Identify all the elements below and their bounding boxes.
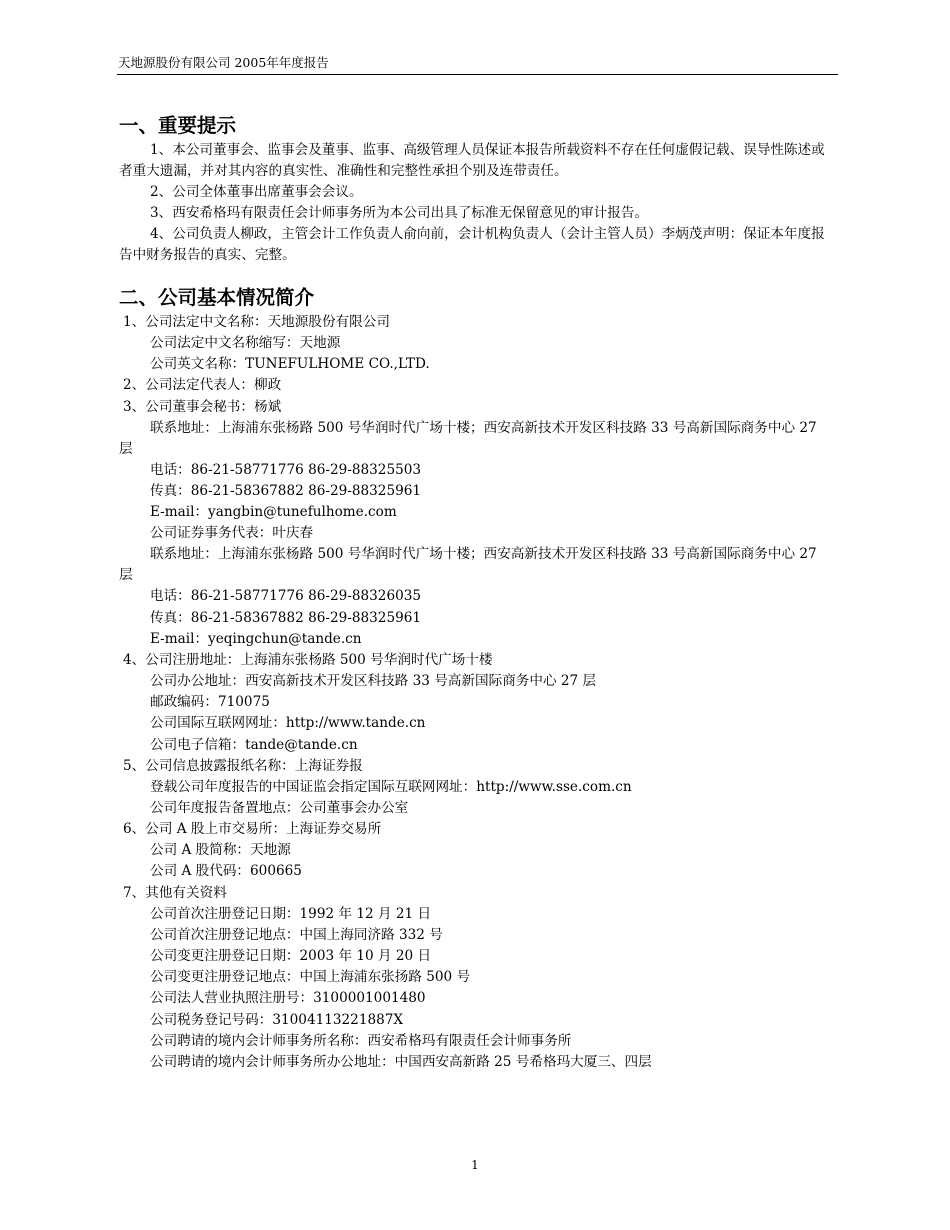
profile-subitem: 公司英文名称：TUNEFULHOME CO.,LTD. [150, 356, 430, 373]
profile-item: 7、其他有关资料 [123, 884, 227, 901]
profile-subitem: 公司 A 股代码：600665 [150, 863, 302, 880]
profile-item: 2、公司法定代表人：柳政 [123, 377, 282, 394]
profile-subitem: 公司国际互联网网址：http://www.tande.cn [150, 715, 426, 732]
profile-subitem: 公司办公地址：西安高新技术开发区科技路 33 号高新国际商务中心 27 层 [150, 673, 597, 690]
profile-subitem: 公司聘请的境内会计师事务所名称：西安希格玛有限责任会计师事务所 [150, 1032, 572, 1049]
profile-subitem: 公司证券事务代表：叶庆春 [150, 525, 314, 542]
section-title-important-notice: 一、重要提示 [119, 114, 237, 137]
section-gap [119, 266, 834, 284]
profile-subitem: 电话：86-21-58771776 86-29-88326035 [150, 588, 422, 605]
profile-item: 5、公司信息披露报纸名称：上海证券报 [123, 757, 363, 774]
profile-subitem: 公司聘请的境内会计师事务所办公地址：中国西安高新路 25 号希格玛大厦三、四层 [150, 1053, 652, 1070]
profile-subitem: E-mail：yangbin@tunefulhome.com [150, 504, 397, 521]
profile-subitem: 传真：86-21-58367882 86-29-88325961 [150, 482, 422, 499]
document-body [119, 112, 834, 1073]
profile-subitem: 联系地址：上海浦东张杨路 500 号华润时代广场十楼；西安高新技术开发区科技路 33 号高新国际商务中心 27 层 [119, 419, 817, 457]
profile-subitem: 公司变更注册登记地点：中国上海浦东张扬路 500 号 [150, 969, 471, 986]
page-number: 1 [471, 1158, 479, 1172]
profile-subitem: 公司电子信箱：tande@tande.cn [150, 736, 358, 753]
profile-subitem: 公司首次注册登记地点：中国上海同济路 332 号 [150, 926, 443, 943]
profile-item: 6、公司 A 股上市交易所：上海证券交易所 [123, 821, 382, 838]
profile-subitem: 登载公司年度报告的中国证监会指定国际互联网网址：http://www.sse.com.cn [150, 778, 632, 795]
profile-subitem: 公司法人营业执照注册号：3100001001480 [150, 990, 426, 1007]
profile-subitem: E-mail：yeqingchun@tande.cn [150, 630, 362, 647]
profile-subitem: 邮政编码：710075 [150, 694, 270, 711]
profile-item: 4、公司注册地址：上海浦东张杨路 500 号华润时代广场十楼 [123, 651, 493, 668]
section-title-company-profile: 二、公司基本情况简介 [119, 286, 315, 309]
company-profile-list [119, 312, 834, 1073]
profile-subitem: 电话：86-21-58771776 86-29-88325503 [150, 461, 422, 478]
profile-subitem: 联系地址：上海浦东张杨路 500 号华润时代广场十楼；西安高新技术开发区科技路 33 号高新国际商务中心 27 层 [119, 546, 817, 584]
page-header: 天地源股份有限公司 2005年年度报告 [118, 55, 329, 70]
profile-subitem: 公司年度报告备置地点：公司董事会办公室 [150, 799, 409, 816]
notice-item: 1、本公司董事会、监事会及董事、监事、高级管理人员保证本报告所载资料不存在任何虚假记载、误导性陈述或者重大遗漏，并对其内容的真实性、准确性和完整性承担个别及连带责任。 [119, 142, 825, 179]
notice-item: 4、公司负责人柳政，主管会计工作负责人俞向前，会计机构负责人（会计主管人员）李炳茂声明：保证本年度报告中财务报告的真实、完整。 [119, 226, 825, 263]
profile-subitem: 公司首次注册登记日期：1992 年 12 月 21 日 [150, 905, 432, 922]
profile-subitem: 公司税务登记号码：31004113221887X [150, 1011, 404, 1028]
profile-subitem: 公司法定中文名称缩写：天地源 [150, 335, 341, 352]
profile-item: 1、公司法定中文名称：天地源股份有限公司 [123, 314, 390, 330]
profile-subitem: 公司 A 股简称：天地源 [150, 842, 291, 859]
notice-item: 2、公司全体董事出席董事会会议。 [150, 184, 363, 200]
profile-subitem: 公司变更注册登记日期：2003 年 10 月 20 日 [150, 948, 432, 965]
profile-subitem: 传真：86-21-58367882 86-29-88325961 [150, 609, 422, 626]
profile-item: 3、公司董事会秘书：杨斌 [123, 398, 282, 415]
header-rule [117, 74, 838, 75]
notice-item: 3、西安希格玛有限责任会计师事务所为本公司出具了标准无保留意见的审计报告。 [150, 205, 649, 221]
